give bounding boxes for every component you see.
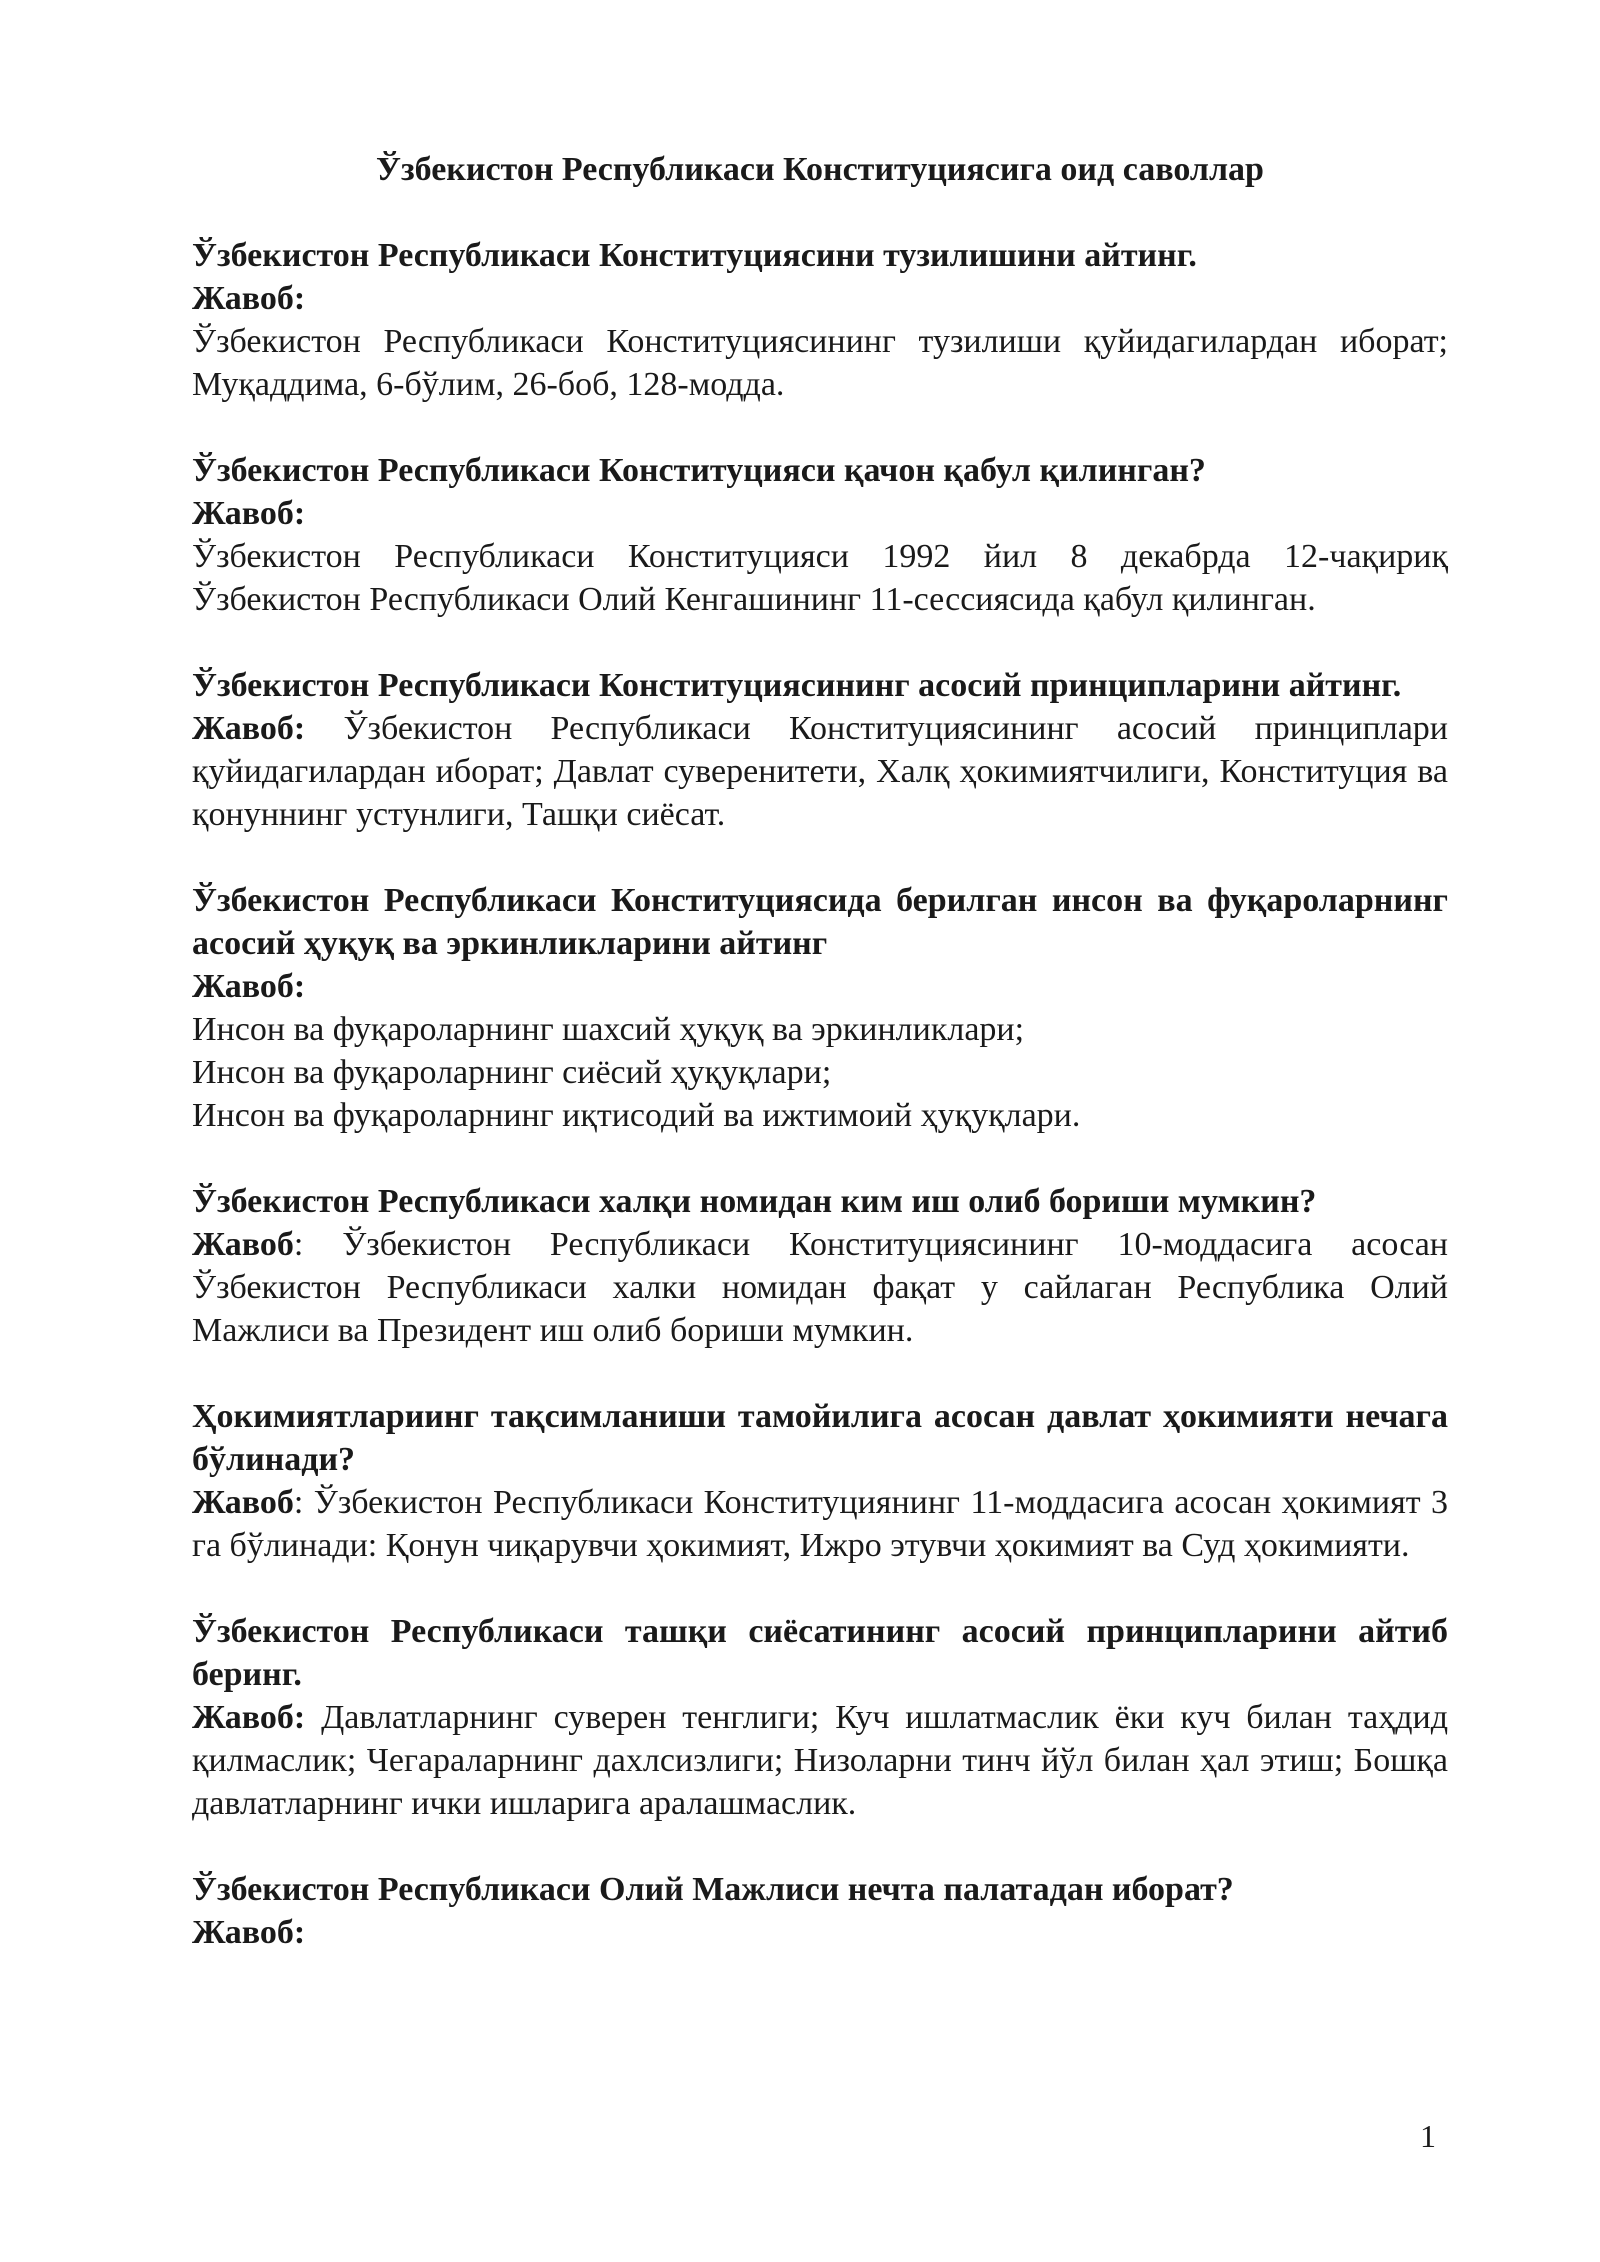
answer-text: : Ўзбекистон Республикаси Конституциясининг 10-моддасига асосан Ўзбекистон Республикаси халки номидан фақат у сайлаган Республика Олий Мажлиси ва Президент иш олиб бориши мумкин. [192, 1226, 1448, 1349]
question-text: Ҳокимиятлариинг тақсимланиши тамойилига асосан давлат ҳокимияти нечага бўлинади? [192, 1398, 1448, 1478]
question-text: Ўзбекистон Республикаси халқи номидан ким иш олиб бориши мумкин? [192, 1183, 1317, 1220]
qa-block [192, 449, 1448, 621]
qa-block [192, 1180, 1448, 1352]
qa-block [192, 1868, 1448, 1954]
question-text: Ўзбекистон Республикаси ташқи сиёсатининг асосий принципларини айтиб беринг. [192, 1613, 1448, 1693]
answer-label: Жавоб [192, 1226, 294, 1263]
qa-block [192, 664, 1448, 836]
question-text: Ўзбекистон Республикаси Олий Мажлиси нечта палатадан иборат? [192, 1871, 1234, 1908]
document-title: Ўзбекистон Республикаси Конституциясига оид саволлар [376, 151, 1264, 188]
answer-text: Давлатларнинг суверен тенглиги; Куч ишлатмаслик ёки куч билан таҳдид қилмаслик; Чегараларнинг дахлсизлиги; Низоларни тинч йўл билан ҳал этиш; Бошқа давлатларнинг ички ишларига аралашмаслик. [192, 1699, 1448, 1822]
answer-label: Жавоб: [192, 1914, 306, 1951]
question-text: Ўзбекистон Республикаси Конституцияси қачон қабул қилинган? [192, 452, 1206, 489]
answer-line: Инсон ва фуқароларнинг шахсий ҳуқуқ ва эркинликлари; [192, 1011, 1025, 1048]
answer-line: Инсон ва фуқароларнинг сиёсий ҳуқуқлари; [192, 1054, 832, 1091]
answer-text: : Ўзбекистон Республикаси Конституциянинг 11-моддасига асосан ҳокимият 3 га бўлинади: Қонун чиқарувчи ҳокимият, Ижро этувчи ҳокимият ва Суд ҳокимияти. [192, 1484, 1448, 1564]
answer-label: Жавоб: [192, 495, 306, 532]
answer-paragraph [192, 1481, 1448, 1567]
question-text: Ўзбекистон Республикаси Конституциясини тузилишини айтинг. [192, 237, 1197, 274]
answer-label: Жавоб: [192, 1699, 306, 1736]
qa-block [192, 879, 1448, 1137]
document-page [192, 148, 1448, 1997]
qa-block [192, 234, 1448, 406]
page-number: 1 [1420, 2118, 1436, 2154]
answer-text: Ўзбекистон Республикаси Конституциясининг асосий принциплари қуйидагилардан иборат; Давлат суверенитети, Халқ ҳокимиятчилиги, Конституция ва қонуннинг устунлиги, Ташқи сиёсат. [192, 710, 1448, 833]
answer-label: Жавоб [192, 1484, 294, 1521]
answer-paragraph [192, 1223, 1448, 1352]
answer-label: Жавоб: [192, 968, 306, 1005]
answer-text: Ўзбекистон Республикаси Конституциясининг тузилиши қуйидагилардан иборат; Муқаддима, 6-бўлим, 26-боб, 128-модда. [192, 323, 1448, 403]
answer-paragraph [192, 1696, 1448, 1825]
answer-text: Ўзбекистон Республикаси Конституцияси 1992 йил 8 декабрда 12-чақириқ Ўзбекистон Республикаси Олий Кенгашининг 11-сессиясида қабул қилинган. [192, 538, 1448, 618]
answer-paragraph [192, 707, 1448, 836]
question-text: Ўзбекистон Республикаси Конституциясининг асосий принципларини айтинг. [192, 667, 1402, 704]
qa-block [192, 1395, 1448, 1567]
answer-label: Жавоб: [192, 710, 306, 747]
answer-label: Жавоб: [192, 280, 306, 317]
question-text: Ўзбекистон Республикаси Конституциясида берилган инсон ва фуқароларнинг асосий ҳуқуқ ва эркинликларини айтинг [192, 882, 1448, 962]
answer-line: Инсон ва фуқароларнинг иқтисодий ва ижтимоий ҳуқуқлари. [192, 1097, 1081, 1134]
qa-block [192, 1610, 1448, 1825]
